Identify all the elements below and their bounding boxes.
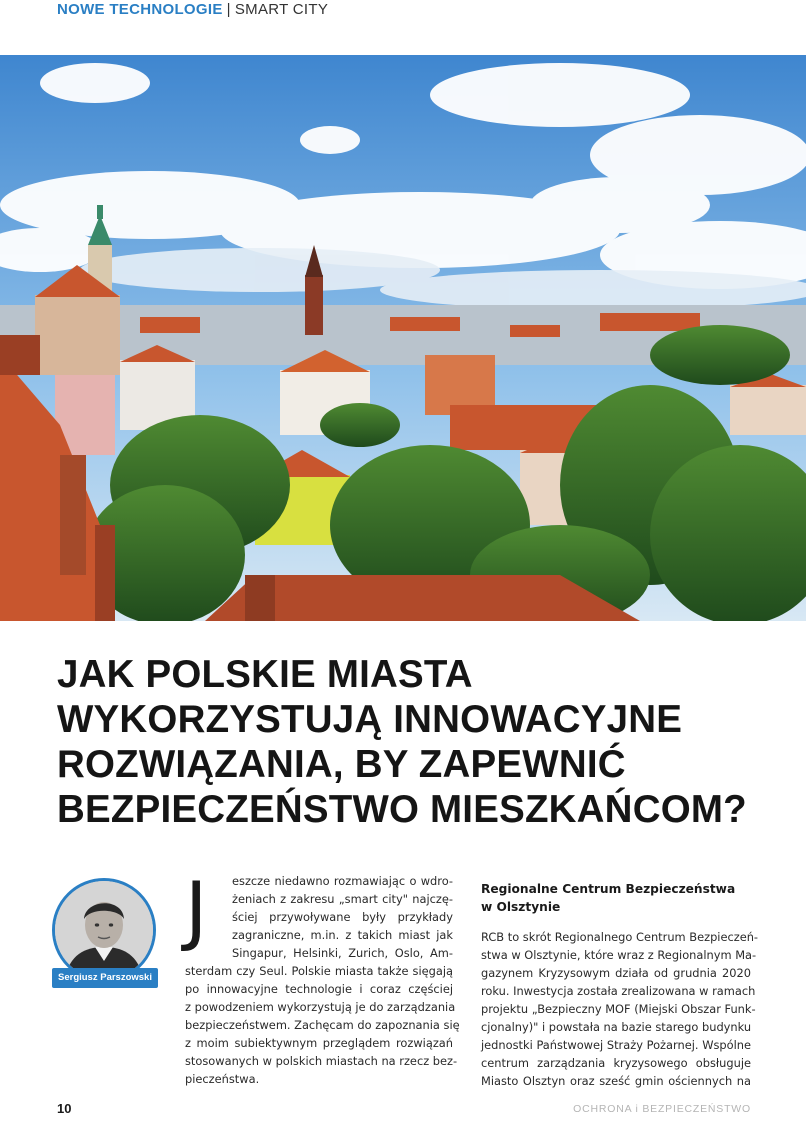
intro-line: po innowacyjne technologie i coraz częściej xyxy=(185,982,453,996)
header-section: NOWE TECHNOLOGIE xyxy=(57,1,223,18)
intro-line: sterdam czy Seul. Polskie miasta także sięgają xyxy=(185,964,453,978)
body-line: cjonalny)" i powstała na bazie starego budynku xyxy=(481,1020,752,1034)
body-line: RCB to skrót Regionalnego Centrum Bezpieczeń- xyxy=(481,930,759,944)
intro-line: żeniach z zakresu „smart city" najczę- xyxy=(232,892,453,906)
title-line: BEZPIECZEŃSTWO MIESZKAŃCOM? xyxy=(57,788,747,831)
author-box xyxy=(52,878,158,988)
intro-line: zagraniczne, m.in. z takich miast jak xyxy=(232,928,453,942)
cityscape-photo xyxy=(0,55,806,621)
intro-line: Singapur, Helsinki, Zurich, Oslo, Am- xyxy=(232,946,453,960)
body-line: centrum zarządzania kryzysowego obsługuje xyxy=(481,1056,751,1070)
title-line: JAK POLSKIE MIASTA xyxy=(57,653,473,696)
running-header xyxy=(57,0,328,22)
section-heading-line: Regionalne Centrum Bezpieczeństwa xyxy=(481,882,736,896)
drop-cap: J xyxy=(185,865,208,954)
publication-name: OCHRONA i BEZPIECZEŃSTWO xyxy=(573,1103,751,1115)
title-line: ROZWIĄZANIA, BY ZAPEWNIĆ xyxy=(57,743,626,786)
page-number: 10 xyxy=(57,1101,72,1116)
body-line: Miasto Olsztyn oraz sześć gmin ościennych na xyxy=(481,1074,751,1088)
article-title xyxy=(57,652,777,832)
intro-line: z powodzeniem wykorzystują je do zarządzania xyxy=(185,1000,456,1014)
intro-line: ściej przywoływane były przykłady xyxy=(232,910,453,924)
header-separator: | xyxy=(226,1,231,18)
body-line: stwa w Olsztynie, które wraz z Regionalnym Ma- xyxy=(481,948,757,962)
intro-line: z moim subiektywnym przeglądem rozwiązań xyxy=(185,1036,453,1050)
section-heading xyxy=(481,880,751,916)
section-heading-line: w Olsztynie xyxy=(481,900,561,914)
intro-column xyxy=(185,865,460,1088)
author-name-tag: Sergiusz Parszowski xyxy=(52,968,158,988)
intro-line: eszcze niedawno rozmawiając o wdro- xyxy=(232,874,453,888)
intro-line: stosowanych w polskich miastach na rzecz bez- xyxy=(185,1054,458,1068)
author-portrait xyxy=(52,878,156,982)
body-line: projektu „Bezpieczny MOF (Miejski Obszar Funk- xyxy=(481,1002,756,1016)
rcb-column xyxy=(481,880,759,1090)
body-line: gazynem Kryzysowym działa od grudnia 2020 xyxy=(481,966,751,980)
body-line: roku. Inwestycja została zrealizowana w ramach xyxy=(481,984,756,998)
body-line: jednostki Państwowej Straży Pożarnej. Wspólne xyxy=(481,1038,751,1052)
title-line: WYKORZYSTUJĄ INNOWACYJNE xyxy=(57,698,683,741)
intro-line: bezpieczeństwem. Zachęcam do zapoznania się xyxy=(185,1018,460,1032)
intro-line: pieczeństwa. xyxy=(185,1072,260,1086)
header-subsection: SMART CITY xyxy=(234,1,329,18)
